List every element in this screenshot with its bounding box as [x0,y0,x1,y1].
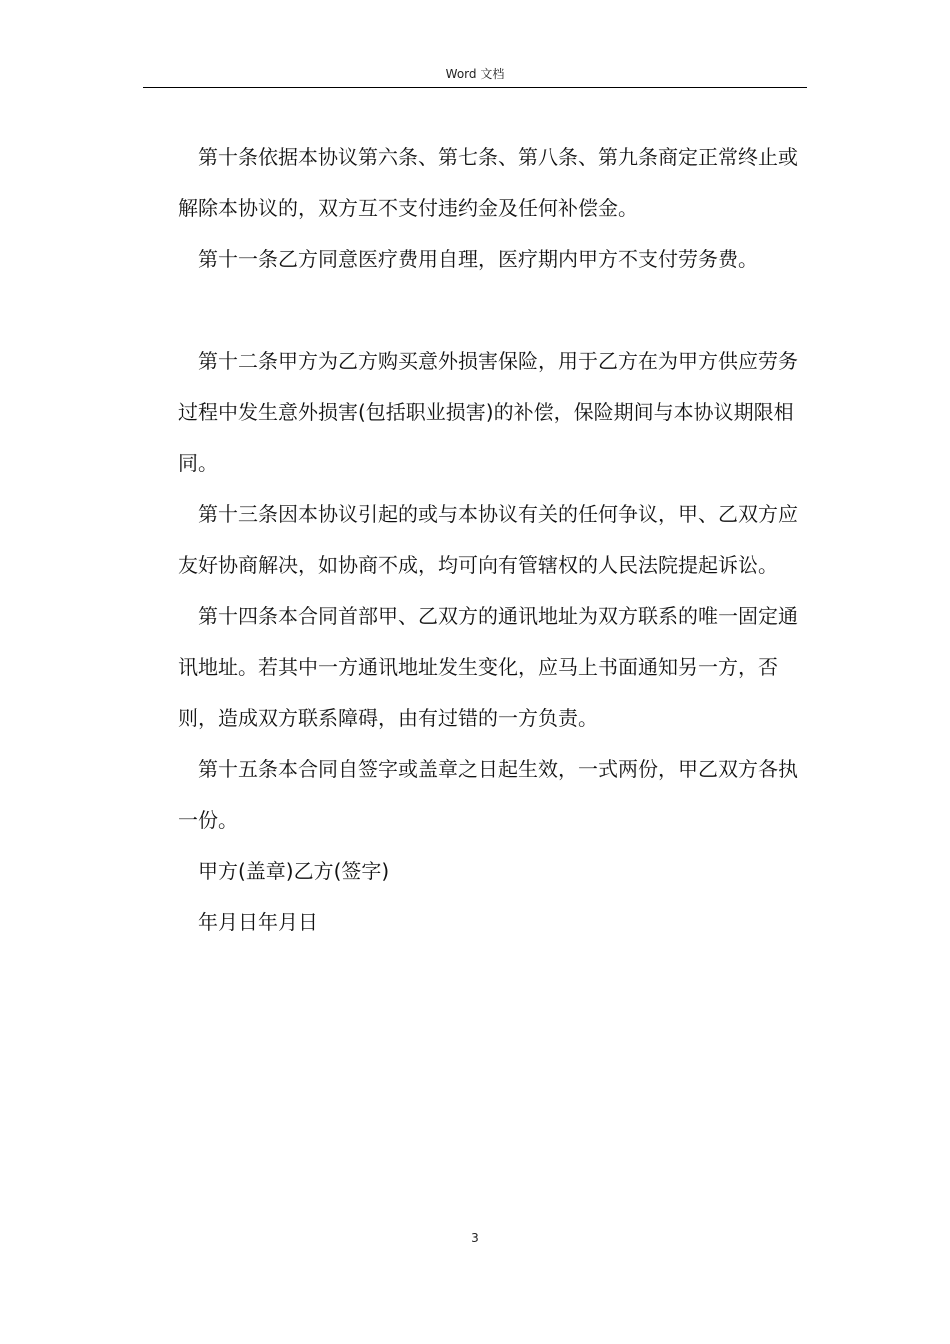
paragraph-article-11: 第十一条乙方同意医疗费用自理，医疗期内甲方不支付劳务费。 [198,247,758,271]
header-divider [143,87,807,88]
page-header: Word 文档 [445,67,505,81]
paragraph-article-10: 第十条依据本协议第六条、第七条、第八条、第九条商定正常终止或解除本协议的，双方互不支付违约金及任何补偿金。 [178,145,798,220]
blank-line [178,285,810,336]
paragraph-article-15: 第十五条本合同自签字或盖章之日起生效，一式两份，甲乙双方各执一份。 [178,757,798,832]
page-number: 3 [471,1231,479,1245]
paragraph-article-13: 第十三条因本协议引起的或与本协议有关的任何争议，甲、乙双方应友好协商解决，如协商不成，均可向有管辖权的人民法院提起诉讼。 [178,502,798,577]
document-body [178,132,810,948]
paragraph-article-14: 第十四条本合同首部甲、乙双方的通讯地址为双方联系的唯一固定通讯地址。若其中一方通讯地址发生变化，应马上书面通知另一方，否则，造成双方联系障碍，由有过错的一方负责。 [178,604,798,730]
signature-line: 甲方(盖章)乙方(签字) [198,859,390,883]
paragraph-article-12: 第十二条甲方为乙方购买意外损害保险，用于乙方在为甲方供应劳务过程中发生意外损害(包括职业损害)的补偿，保险期间与本协议期限相同。 [178,349,798,475]
date-line: 年月日年月日 [198,910,318,934]
